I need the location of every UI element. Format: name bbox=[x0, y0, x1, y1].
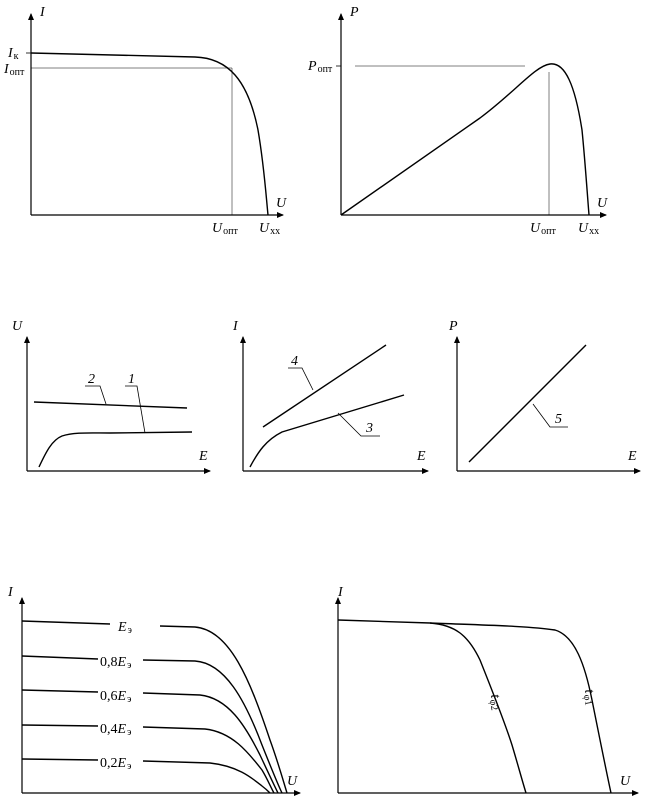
panel-iu-characteristic bbox=[3, 5, 287, 237]
y-axis-label: I bbox=[8, 585, 13, 600]
label-4: 4 bbox=[291, 354, 298, 369]
y-axis-label: U bbox=[12, 319, 23, 334]
uopt-label: Uопт bbox=[530, 221, 556, 237]
curve-0-6e-label: 0,6Eэ bbox=[100, 689, 132, 705]
label-1: 1 bbox=[128, 372, 135, 387]
x-axis-label: E bbox=[199, 449, 208, 464]
x-axis-label: E bbox=[417, 449, 426, 464]
x-axis-label: U bbox=[287, 774, 298, 789]
panel-pe-dependence bbox=[448, 319, 640, 471]
leader-1 bbox=[125, 386, 145, 433]
curve-0-8e-label: 0,8Eэ bbox=[100, 655, 132, 671]
y-axis-label: P bbox=[350, 5, 359, 20]
label-2: 2 bbox=[88, 372, 95, 387]
curve-e bbox=[22, 621, 287, 793]
x-axis-label: U bbox=[620, 774, 631, 789]
curve-2 bbox=[34, 402, 187, 408]
curve-e-label: Eэ bbox=[118, 620, 132, 636]
uxx-label: Uxx bbox=[259, 221, 281, 237]
pu-curve bbox=[341, 64, 589, 215]
curve-1 bbox=[39, 432, 192, 467]
panel-ue-dependence bbox=[12, 319, 210, 471]
uxx-label: Uxx bbox=[578, 221, 600, 237]
curve-3 bbox=[250, 395, 404, 467]
curve-t-phi1 bbox=[430, 623, 611, 793]
leader-5 bbox=[533, 404, 568, 427]
t-phi1-label: tφ1 bbox=[580, 688, 597, 707]
y-axis-label: I bbox=[338, 585, 343, 600]
curve-5 bbox=[469, 345, 586, 462]
curve-4 bbox=[263, 345, 386, 427]
curve-0-2e bbox=[22, 759, 270, 793]
iopt-label: Iопт bbox=[4, 62, 25, 78]
curve-t-phi2 bbox=[430, 623, 526, 793]
x-axis-label: E bbox=[628, 449, 637, 464]
curve-0-4e-label: 0,4Eэ bbox=[100, 722, 132, 738]
y-axis-label: I bbox=[233, 319, 238, 334]
label-3: 3 bbox=[366, 421, 373, 436]
y-axis-label: I bbox=[40, 5, 45, 20]
leader-2 bbox=[85, 386, 106, 404]
iu-curve bbox=[31, 53, 268, 215]
y-axis-label: P bbox=[449, 319, 458, 334]
panel-pu-characteristic bbox=[307, 5, 608, 237]
label-5: 5 bbox=[555, 412, 562, 427]
curve-0-2e-label: 0,2Eэ bbox=[100, 756, 132, 772]
panel-iu-vs-illumination bbox=[7, 585, 300, 793]
popt-label: Pопт bbox=[308, 59, 333, 75]
t-phi2-label: tφ2 bbox=[486, 693, 503, 712]
panel-iu-vs-temperature bbox=[337, 585, 638, 793]
ik-label: Iк bbox=[8, 46, 19, 62]
x-axis-label: U bbox=[276, 196, 287, 211]
uopt-label: Uопт bbox=[212, 221, 238, 237]
panel-ie-dependence bbox=[232, 319, 428, 471]
curve-0-6e bbox=[22, 690, 278, 793]
leader-3 bbox=[338, 413, 380, 436]
plateau bbox=[338, 620, 430, 623]
leader-4 bbox=[288, 368, 313, 390]
x-axis-label: U bbox=[597, 196, 608, 211]
